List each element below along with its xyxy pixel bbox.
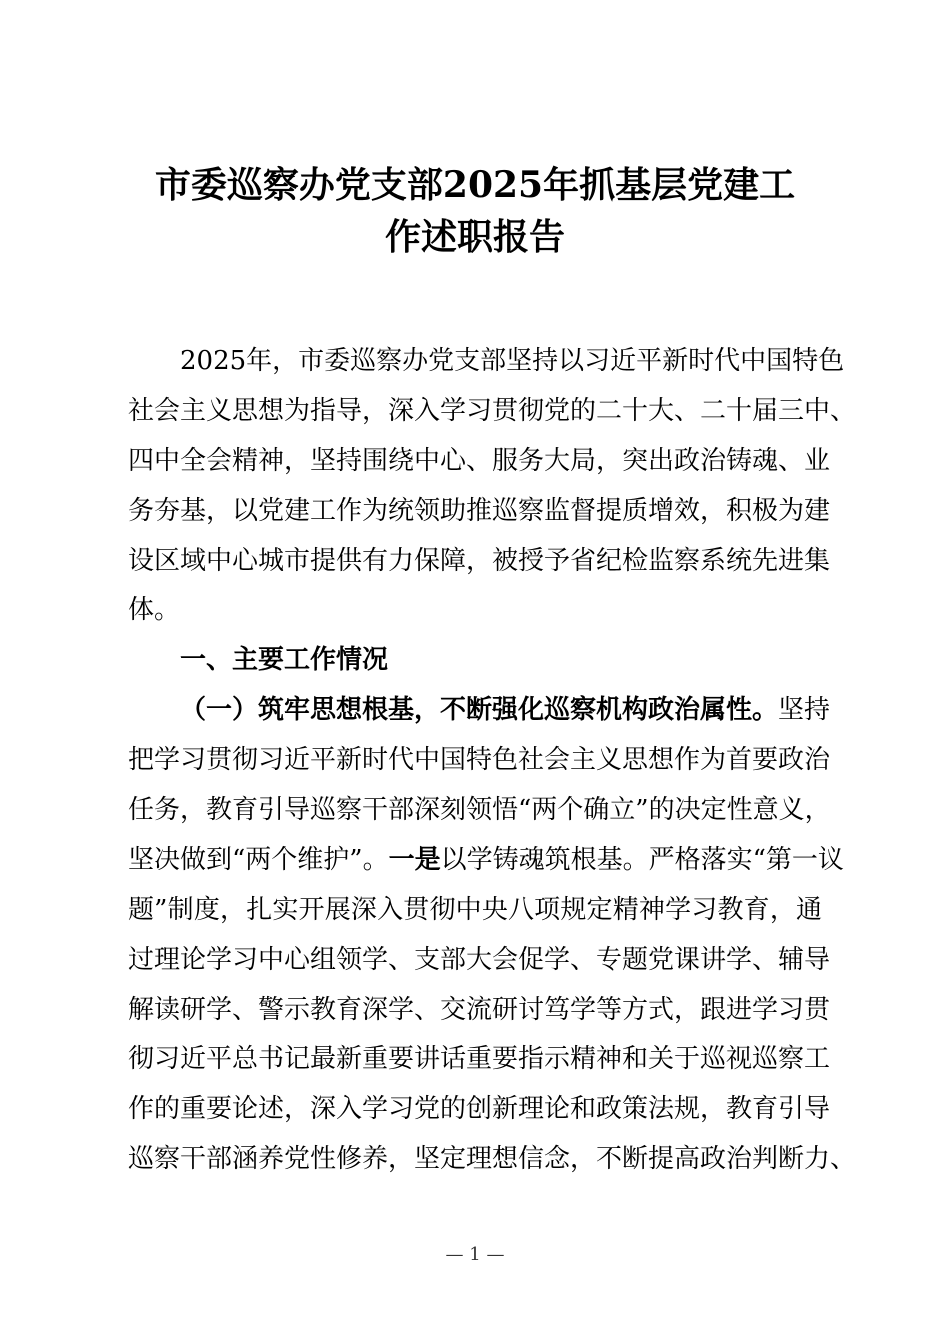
text-run: 解读研学、警示教育深学、交流研讨笃学等方式，跟进学习贯 [128,994,831,1025]
text-line [128,1085,831,1135]
text-run: 作的重要论述，深入学习党的创新理论和政策法规，教育引导 [128,1094,831,1125]
text-run: 体。 [128,595,181,626]
text-run: 四中全会精神，坚持围绕中心、服务大局，突出政治铸魂、业 [128,445,831,476]
text-run: 过理论学习中心组领学、支部大会促学、专题党课讲学、辅导 [128,944,831,975]
text-line [128,1035,831,1085]
text-run: 设区域中心城市提供有力保障，被授予省纪检监察系统先进集 [128,545,831,576]
text-run: 巡察干部涵养党性修养，坚定理想信念，不断提高政治判断力、 [128,1144,857,1175]
text-line [128,636,822,686]
text-run: 社会主义思想为指导，深入学习贯彻党的二十大、二十届三中、 [128,395,857,426]
text-run: 题”制度，扎实开展深入贯彻中央八项规定精神学习教育，通 [128,894,822,925]
text-run: 坚持 [778,695,831,726]
bold-text: 一是 [388,844,441,875]
text-line [128,886,822,936]
text-line [128,686,831,736]
document-title [0,159,950,263]
text-line [128,836,844,886]
text-line [128,437,831,487]
page-number: — 1 — [445,1244,505,1265]
title-line-1: 市委巡察办党支部2025年抓基层党建工 [154,164,796,206]
text-line [128,537,831,587]
text-line [128,337,845,387]
text-run: 务夯基，以党建工作为统领助推巡察监督提质增效，积极为建 [128,495,831,526]
text-run: 彻习近平总书记最新重要讲话重要指示精神和关于巡视巡察工 [128,1044,831,1075]
text-line [128,736,831,786]
text-line [128,786,831,836]
document-body [128,337,857,1185]
title-line-2: 作述职报告 [384,216,565,258]
text-line [128,487,831,537]
text-run: 坚决做到“两个维护”。 [128,844,389,875]
text-run: 把学习贯彻习近平新时代中国特色社会主义思想作为首要政治 [128,745,831,776]
text-line [128,936,831,986]
text-line [128,986,831,1036]
text-run: 任务，教育引导巡察干部深刻领悟“两个确立”的决定性意义， [128,795,831,826]
text-run: 2025年，市委巡察办党支部坚持以习近平新时代中国特色 [180,346,845,376]
text-line [128,586,822,636]
text-line [128,387,857,437]
bold-text: （一）筑牢思想根基，不断强化巡察机构政治属性。 [180,695,779,726]
text-line [128,1135,857,1185]
text-run: 以学铸魂筑根基。严格落实“第一议 [440,844,844,875]
bold-text: 一、主要工作情况 [180,645,389,676]
